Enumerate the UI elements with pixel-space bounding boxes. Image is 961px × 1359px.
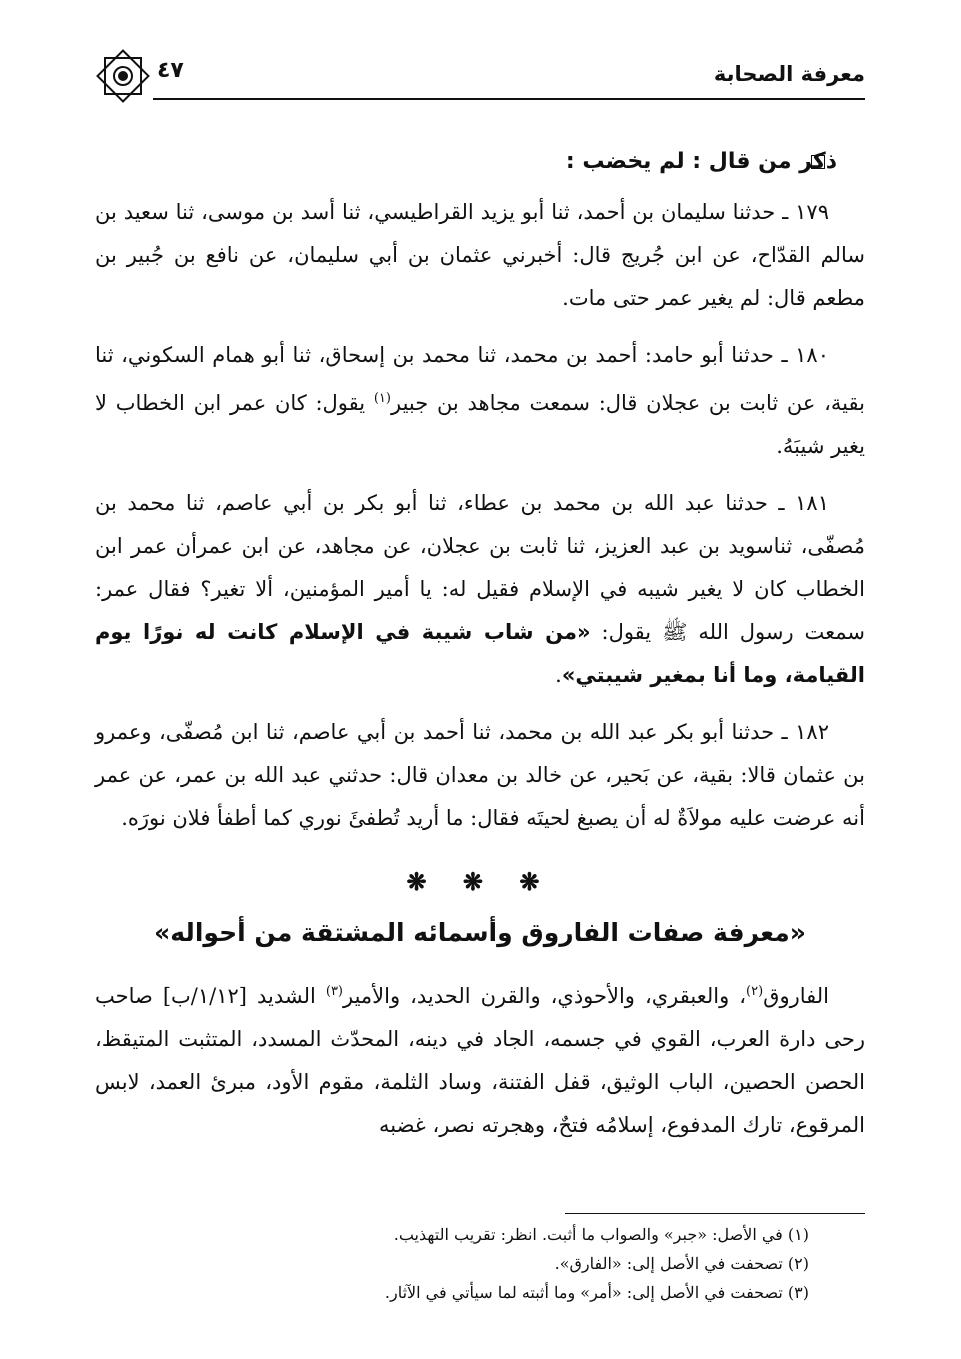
header-rule <box>153 98 865 100</box>
chapter-text-rest: الشديد [١/١٢/ب] صاحب رحى دارة العرب، القوي في جسمه، الجاد في دينه، المحدّث المسدد، المتثبت المتيقظ، الحصن الحصين، الباب الوثيق، قفل الفتنة، وساد الثلمة، مقوم الأود، مبرئ العمد، لابس المرقوع، تارك المدفوع، إسلامُه فتحٌ، وهجرته نصر، غضبه <box>95 984 865 1137</box>
running-title: معرفة الصحابة <box>713 62 865 86</box>
hadith-181-text: ١٨١ ـ حدثنا عبد الله بن محمد بن عطاء، ثنا أبو بكر بن أبي عاصم، ثنا محمد بن مُصفّى، ثناسويد بن عبد العزيز، ثنا ثابت بن عجلان، عن مجاهد، عن ابن عمرأن عمر ابن الخطاب كان لا يغير شيبه في الإسلام فقيل له: يا أمير المؤمنين، ألا تغير؟ فقال عمر: سمعت رسول الله ﷺ يقول: <box>95 491 865 644</box>
footnote-rule <box>565 1213 865 1214</box>
hadith-182: ١٨٢ ـ حدثنا أبو بكر عبد الله بن محمد، ثنا أحمد بن أبي عاصم، ثنا ابن مُصفّى، وعمرو بن عثمان قالا: بقية، عن بَحير، عن خالد بن معدان قال: حدثني عبد الله بن عمر، عن عمر أنه عرضت عليه مولاَةٌ له أن يصبغ لحيتَه فقال: ما أريد تُطفئَ نوري كما أطفأ فلان نورَه. <box>95 720 865 830</box>
hadith-181-quote: «من شاب شيبة في الإسلام كانت له نورًا يوم القيامة، وما أنا بمغير شيبتي» <box>95 620 865 687</box>
hadith-180-text-a: ١٨٠ ـ حدثنا أبو حامد: أحمد بن محمد، ثنا محمد بن إسحاق، ثنا أبو همام السكوني، ثنا بقية، عن ثابت بن عجلان قال: سمعت مجاهد بن جبير <box>95 343 865 415</box>
footnote-1: (١) في الأصل: «جبر» والصواب ما أثبت. انظر: تقريب التهذيب. <box>393 1225 809 1244</box>
footnote-ref-2: (٢) <box>746 984 764 999</box>
chapter-text-mid: ، والعبقري، والأحوذي، والقرن الحديد، والأمير <box>343 984 747 1008</box>
hadith-179: ١٧٩ ـ حدثنا سليمان بن أحمد، ثنا أبو يزيد القراطيسي، ثنا أسد بن موسى، ثنا سعيد بن سالم القدّاح، عن ابن جُريج قال: أخبرني عثمان بن أبي سليمان، عن نافع بن جُبير بن مطعم قال: لم يغير عمر حتى مات. <box>95 200 865 310</box>
main-content <box>95 140 865 1147</box>
section-heading-text: ذكر من قال : لم يخضب : <box>565 149 837 174</box>
octagram-ornament-icon <box>95 48 151 104</box>
square-bullet-icon <box>811 155 825 169</box>
footnote-2: (٢) تصحفت في الأصل إلى: «الفارق». <box>554 1254 809 1273</box>
page-number: ٤٧ <box>157 58 184 83</box>
chapter-text-start: الفاروق <box>763 984 829 1008</box>
page-header <box>95 48 865 118</box>
chapter-text <box>95 970 865 1147</box>
hadith-180 <box>95 334 865 468</box>
hadith-181-end: . <box>555 663 562 687</box>
footnote-ref-1: (١) <box>373 391 391 406</box>
footnotes <box>95 1220 865 1307</box>
chapter-title: «معرفة صفات الفاروق وأسمائه المشتقة من أحواله» <box>154 918 806 947</box>
footnote-ref-3: (٣) <box>325 984 343 999</box>
hadith-181 <box>95 482 865 697</box>
section-heading <box>95 140 865 183</box>
section-separator: ❋ ❋ ❋ <box>406 867 554 896</box>
hadith-180-text-b: يقول: كان عمر ابن الخطاب لا يغير شيبَهُ. <box>95 391 865 458</box>
footnote-3: (٣) تصحفت في الأصل إلى: «أمر» وما أثبته لما سيأتي في الآثار. <box>384 1283 809 1302</box>
